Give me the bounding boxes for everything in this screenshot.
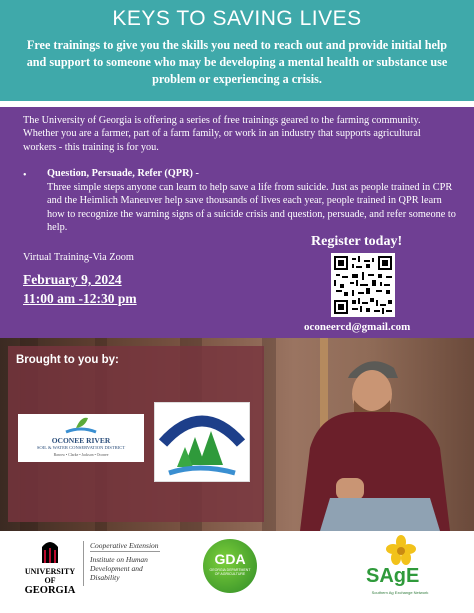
extension-label: Cooperative Extension [90,541,159,550]
institute-label: Institute on Human Development and Disability [90,555,148,582]
uga-logo-text: UNIVERSITY OF GEORGIA [24,567,76,596]
conservation-subname: SOIL & WATER CONSERVATION DISTRICT [36,445,126,450]
divider [90,551,160,552]
info-panel [0,107,474,338]
barn-plank [262,338,276,531]
register-heading: Register today! [311,234,403,249]
divider [83,541,84,586]
qr-code-icon[interactable] [331,253,395,317]
qpr-description: Three simple steps anyone can learn to help save a life from suicide. Just as people trained in CPR and the Heimlich Maneuver help save thousands of lives each year, people trained in QPR learn how to recognize the warning signs of a suicide crisis and question, persuade, and refer someone to help. [47,182,456,234]
event-time: 11:00 am -12:30 pm [23,291,137,306]
farmer-photo [0,338,474,531]
farmer-figure [290,338,474,531]
flower-icon [384,535,418,567]
event-date: February 9, 2024 [23,272,122,287]
conservation-district-logo [18,414,144,462]
gda-logo: GDA GEORGIA DEPARTMENT OF AGRICULTURE [203,539,257,593]
conservation-counties: Barrow • Clarke • Jackson • Oconee [53,453,109,457]
page-title: KEYS TO SAVING LIVES [112,7,362,30]
page-subtitle: Free trainings to give you the skills you need to reach out and provide initial help and support to someone who may be developing a mental health or substance use problem or experiencing a crisis. [26,38,448,86]
footer-logos [0,531,474,613]
sponsor-heading: Brought to you by: [16,354,119,366]
training-format: Virtual Training-Via Zoom [23,252,134,263]
header-banner [0,0,474,101]
rcd-logo [154,402,250,482]
contact-email[interactable]: oconeercd@gmail.com [304,321,411,333]
sponsor-box [8,346,264,522]
qpr-title: Question, Persuade, Refer (QPR) - [47,168,199,179]
river-leaf-icon [18,414,144,436]
sage-logo: SAgE Southern Ag Exchange Network [360,535,440,605]
intro-text: The University of Georgia is offering a series of free trainings geared to the farming community. Whether you are a farmer, part of a farm family, or work in an industry that supports agricultural workers - this training is for you. [23,115,421,153]
bullet-icon: • [23,170,27,181]
uga-arch-icon [40,537,60,563]
conservation-name: OCONEE RIVER [51,436,111,445]
